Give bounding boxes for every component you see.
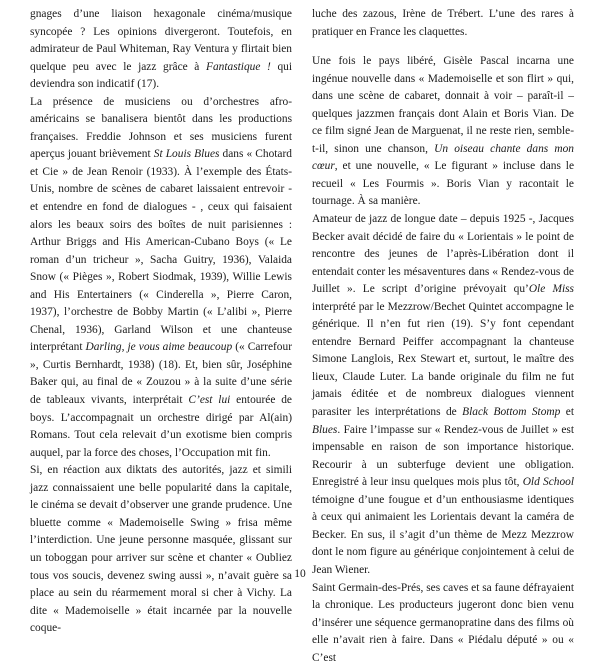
text-run: entourée de boys. L’accompagnait un orchestre dirigé par Al(ain) Romans. Tout cela relevait d’un exotisme bien compris auquel, par la force des choses, l’Occupation mit fin. (30, 394, 292, 459)
paragraph (30, 462, 292, 637)
text-run: Saint Germain-des-Prés, ses caves et sa faune défrayaient la chronique. Les producteurs jugeront donc bien venu d’insérer une séquence germanopratine dans des films où elle n’avait rien à faire. Dans « Piédalu député » ou « C’est (312, 582, 574, 664)
text-run: , et une nouvelle, « Le figurant » incluse dans le recueil « Les Fourmis ». Boris Vian y racontait le tournage. À sa manière. (312, 160, 574, 207)
paragraph (312, 211, 574, 579)
text-run: luche des zazous, Irène de Trébert. L’une des rares à pratiquer en France les claquettes. (312, 8, 574, 38)
left-column (30, 6, 292, 638)
paragraph (312, 580, 574, 667)
text-run: . Faire l’impasse sur « Rendez-vous de Juillet » est impensable en raison de son importance historique. Recourir à un subterfuge devient une obligation. Enregistré à leur insu quelques mois plus tôt, (312, 424, 574, 489)
paragraph (30, 94, 292, 462)
text-run: (« Carrefour », Curtis Bernhardt, 1938) (18). Et, bien sûr, Joséphine Baker qui, au final de « Zouzou » à la suite d’une série de tableaux vivants, interprétait (30, 341, 292, 406)
text-run: Amateur de jazz de longue date – depuis 1925 -, Jacques Becker avait décidé de faire du « Lorientais » le point de rencontre des jeunes de l’après-Libération dont il entendait conter les mésaventures dans « Rendez-vous de Juillet ». Le script d’origine prévoyait qu’ (312, 213, 574, 295)
text-run: qui deviendra son indicatif (17). (30, 61, 292, 91)
text-run: Si, en réaction aux diktats des autorités, jazz et simili jazz connaissaient une belle popularité dans la capitale, le cinéma se devait d’observer une grande prudence. Une bluette comme « Mademoiselle Swing » frisa même l’interdiction. Une jeune personne masquée, glissant sur un toboggan pour arriver sur scène et chanter « Oubliez tous vos soucis, devenez swing aussi », n’avait guère sa place au sein du réarmement moral si cher à Vichy. La dite « Mademoiselle » était incarnée par la nouvelle coque- (30, 464, 292, 634)
page-number: 10 (0, 568, 600, 580)
italic-title: Blues (312, 424, 337, 436)
paragraph (312, 53, 574, 211)
text-run: témoigne d’une fougue et d’un enthousiasme identiques à ceux qui animaient les Lorientais devant la caméra de Becker. En sus, il s’agit d’un thème de Mezz Mezzrow dont le nom figure au générique conjointement à celui de Jean Wiener. (312, 494, 574, 576)
text-run: Une fois le pays libéré, Gisèle Pascal incarna une ingénue nouvelle dans « Mademoiselle et son flirt » qui, dans une scène de cabaret, donnait à voir – paraît-il – quelques jazzmen français dont Alain et Boris Vian. De ce film signé Jean de Marguenat, il ne reste rien, semble-t-il, sinon une chanson, (312, 55, 574, 155)
text-run: et (560, 406, 574, 418)
text-run: interprété par le Mezzrow/Bechet Quintet accompagne le générique. Il n’en fut rien (19). S’y font cependant entendre Bernard Peiffer accompagnant la chanteuse Simone Langlois, Rex Stewart et, surtout, le maître des lieux, Claude Luter. La bande originale du film ne fut jamais éditée et de nombreux dialogues viennent parasiter les interprétations de (312, 301, 574, 418)
italic-title: Un oiseau chante dans mon cœur (312, 143, 574, 173)
text-run: gnages d’une liaison hexagonale cinéma/musique syncopée ? Les opinions divergeront. Toutefois, en admirateur de Paul Whiteman, Ray Ventura y flirtait bien quelque peu avec le jazz grâce à (30, 8, 292, 73)
italic-title: Black Bottom Stomp (462, 406, 560, 418)
italic-title: Ole Miss (529, 283, 574, 295)
paragraph (30, 6, 292, 94)
text-run: La présence de musiciens ou d’orchestres afro-américains se banalisera bientôt dans les productions françaises. Freddie Johnson et ses musiciens furent aperçus jouant brièvement (30, 96, 292, 161)
italic-title: St Louis Blues (154, 148, 220, 160)
paragraph (312, 6, 574, 41)
italic-title: Fantastique ! (206, 61, 271, 73)
italic-title: C’est lui (188, 394, 230, 406)
italic-title: Old School (523, 476, 574, 488)
text-run: dans « Chotard et Cie » de Jean Renoir (1933). À l’exemple des États-Unis, nombre de scènes de cabaret laissaient entrevoir - et entendre en fond de dialogues - , ceux qui faisaient alors les beaux soirs des boîtes de nuit parisiennes : Arthur Briggs and His American-Cubano Boys (« Le roman d’un tricheur », Sacha Guitry, 1936), Valaida Snow (« Pièges », Robert Siodmak, 1939), Willie Lewis and His Entertainers (« Cinderella », Pierre Caron, 1937), l’orchestre de Bobby Martin (« L’alibi », Pierre Chenal, 1936), Garland Wilson et une chanteuse interprétant (30, 148, 292, 353)
italic-title: Darling, je vous aime beaucoup (86, 341, 233, 353)
